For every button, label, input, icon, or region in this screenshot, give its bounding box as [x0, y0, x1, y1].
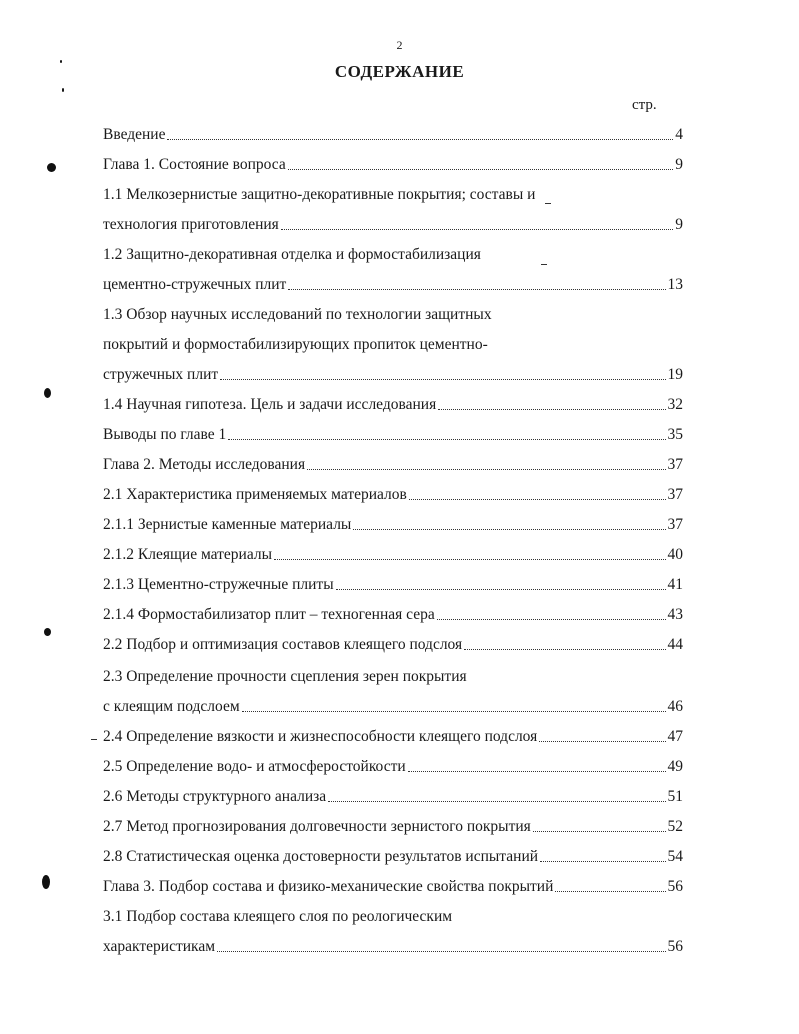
toc-entry-title: 2.8 Статистическая оценка достоверности результатов испытаний: [103, 848, 539, 865]
toc-page-number: 44: [667, 636, 683, 653]
toc-entry-title: 1.2 Защитно-декоративная отделка и формостабилизация: [103, 246, 481, 263]
dot-leader: [217, 951, 665, 952]
toc-entry-line: [103, 306, 683, 324]
toc-page-number: 43: [667, 606, 683, 623]
toc-entry-title: с клеящим подслоем: [103, 698, 240, 715]
toc-entry-title: 2.1.1 Зернистые каменные материалы: [103, 516, 352, 533]
toc-entry-line: [103, 908, 683, 926]
dot-leader: [328, 801, 665, 802]
toc-entry-line: [103, 698, 683, 716]
toc-entry-line: [103, 576, 683, 594]
dot-leader: [540, 861, 665, 862]
toc-page-number: 37: [667, 456, 683, 473]
toc-page-number: 32: [667, 396, 683, 413]
toc-entry-line: [103, 606, 683, 624]
dot-leader: [555, 891, 665, 892]
dot-leader: [288, 289, 665, 290]
toc-entry-title: 3.1 Подбор состава клеящего слоя по реологическим: [103, 908, 453, 925]
toc-entry-line: [103, 426, 683, 444]
toc-entry-line: [103, 186, 683, 204]
toc-entry-line: [103, 938, 683, 956]
dot-leader: [408, 771, 666, 772]
dot-leader: [539, 741, 665, 742]
dot-leader: [288, 169, 674, 170]
toc-entry-title: 2.1.4 Формостабилизатор плит – техногенная сера: [103, 606, 435, 623]
toc-entry-title: Введение: [103, 126, 166, 143]
toc-entry-line: [103, 396, 683, 414]
toc-entry-title: 2.7 Метод прогнозирования долговечности зернистого покрытия: [103, 818, 531, 835]
dot-leader: [437, 619, 666, 620]
scan-mark: [545, 203, 551, 204]
toc-page-number: 56: [667, 878, 683, 895]
toc-entry-line: [103, 788, 683, 806]
toc-page-number: 37: [667, 486, 683, 503]
toc-page-number: 40: [667, 546, 683, 563]
scan-speck: [60, 60, 62, 63]
toc-page-number: 47: [667, 728, 683, 745]
toc-entry-line: [103, 546, 683, 564]
toc-entry-title: 2.5 Определение водо- и атмосферостойкости: [103, 758, 406, 775]
toc-entry-title: 2.3 Определение прочности сцепления зерен покрытия: [103, 668, 467, 685]
toc-entry-line: [103, 668, 683, 686]
toc-entry-line: [103, 126, 683, 144]
toc-entry-line: [103, 818, 683, 836]
scan-speck: [47, 163, 56, 172]
toc-page-number: 37: [667, 516, 683, 533]
toc-entry-title: 2.1.2 Клеящие материалы: [103, 546, 272, 563]
dot-leader: [409, 499, 666, 500]
toc-entry-title: 1.3 Обзор научных исследований по технологии защитных: [103, 306, 492, 323]
toc-entry-line: [103, 758, 683, 776]
toc-entry-title: покрытий и формостабилизирующих пропиток цементно-: [103, 336, 488, 353]
scan-mark: [91, 739, 97, 740]
dot-leader: [167, 139, 673, 140]
toc-entry-line: [103, 848, 683, 866]
toc-page-number: 41: [667, 576, 683, 593]
toc-entry-title: Выводы по главе 1: [103, 426, 227, 443]
toc-entry-title: цементно-стружечных плит: [103, 276, 287, 293]
toc-page-number: 56: [667, 938, 683, 955]
toc-entry-title: стружечных плит: [103, 366, 219, 383]
toc-page-number: 9: [675, 156, 683, 173]
dot-leader: [438, 409, 665, 410]
toc-entry-line: [103, 156, 683, 174]
toc-page-number: 9: [675, 216, 683, 233]
toc-page-number: 54: [667, 848, 683, 865]
toc-entry-title: технология приготовления: [103, 216, 279, 233]
toc-entry-title: 2.6 Методы структурного анализа: [103, 788, 327, 805]
toc-entry-title: Глава 2. Методы исследования: [103, 456, 306, 473]
toc-entry-line: [103, 216, 683, 234]
dot-leader: [336, 589, 666, 590]
toc-entry-title: 1.1 Мелкозернистые защитно-декоративные покрытия; составы и: [103, 186, 536, 203]
toc-page-number: 46: [667, 698, 683, 715]
toc-page-number: 49: [667, 758, 683, 775]
toc-entry-line: [103, 366, 683, 384]
toc-entry-title: 2.1 Характеристика применяемых материалов: [103, 486, 407, 503]
toc-entry-title: 1.4 Научная гипотеза. Цель и задачи исследования: [103, 396, 437, 413]
dot-leader: [353, 529, 665, 530]
toc-page-number: 4: [675, 126, 683, 143]
scan-speck: [62, 88, 64, 92]
toc-page-number: 19: [667, 366, 683, 383]
dot-leader: [533, 831, 666, 832]
dot-leader: [220, 379, 665, 380]
toc-entry-title: 2.1.3 Цементно-стружечные плиты: [103, 576, 334, 593]
dot-leader: [242, 711, 666, 712]
dot-leader: [281, 229, 673, 230]
toc-entry-line: [103, 276, 683, 294]
scan-speck: [44, 388, 51, 398]
dot-leader: [464, 649, 665, 650]
toc-entry-line: [103, 728, 683, 746]
toc-entry-title: Глава 3. Подбор состава и физико-механические свойства покрытий: [103, 878, 554, 895]
dot-leader: [307, 469, 665, 470]
dot-leader: [274, 559, 666, 560]
toc-page-number: 52: [667, 818, 683, 835]
dot-leader: [228, 439, 665, 440]
page-title: СОДЕРЖАНИЕ: [334, 62, 465, 81]
toc-page-number: 51: [667, 788, 683, 805]
toc-entry-line: [103, 878, 683, 896]
scan-mark: [541, 264, 547, 265]
toc-entry-title: 2.2 Подбор и оптимизация составов клеящего подслоя: [103, 636, 463, 653]
toc-entry-title: характеристикам: [103, 938, 216, 955]
toc-entry-line: [103, 336, 683, 354]
toc-page-number: 35: [667, 426, 683, 443]
page-number: 2: [396, 38, 403, 52]
toc-entry-line: [103, 486, 683, 504]
toc-entry-line: [103, 246, 683, 264]
toc-page-number: 13: [667, 276, 683, 293]
toc-entry-title: Глава 1. Состояние вопроса: [103, 156, 286, 173]
toc-entry-line: [103, 636, 683, 654]
page-column-label: стр.: [632, 97, 657, 113]
toc-entry-line: [103, 456, 683, 474]
scan-speck: [44, 628, 51, 636]
scan-speck: [42, 875, 50, 889]
toc-entry-title: 2.4 Определение вязкости и жизнеспособности клеящего подслоя: [103, 728, 538, 745]
toc-entry-line: [103, 516, 683, 534]
